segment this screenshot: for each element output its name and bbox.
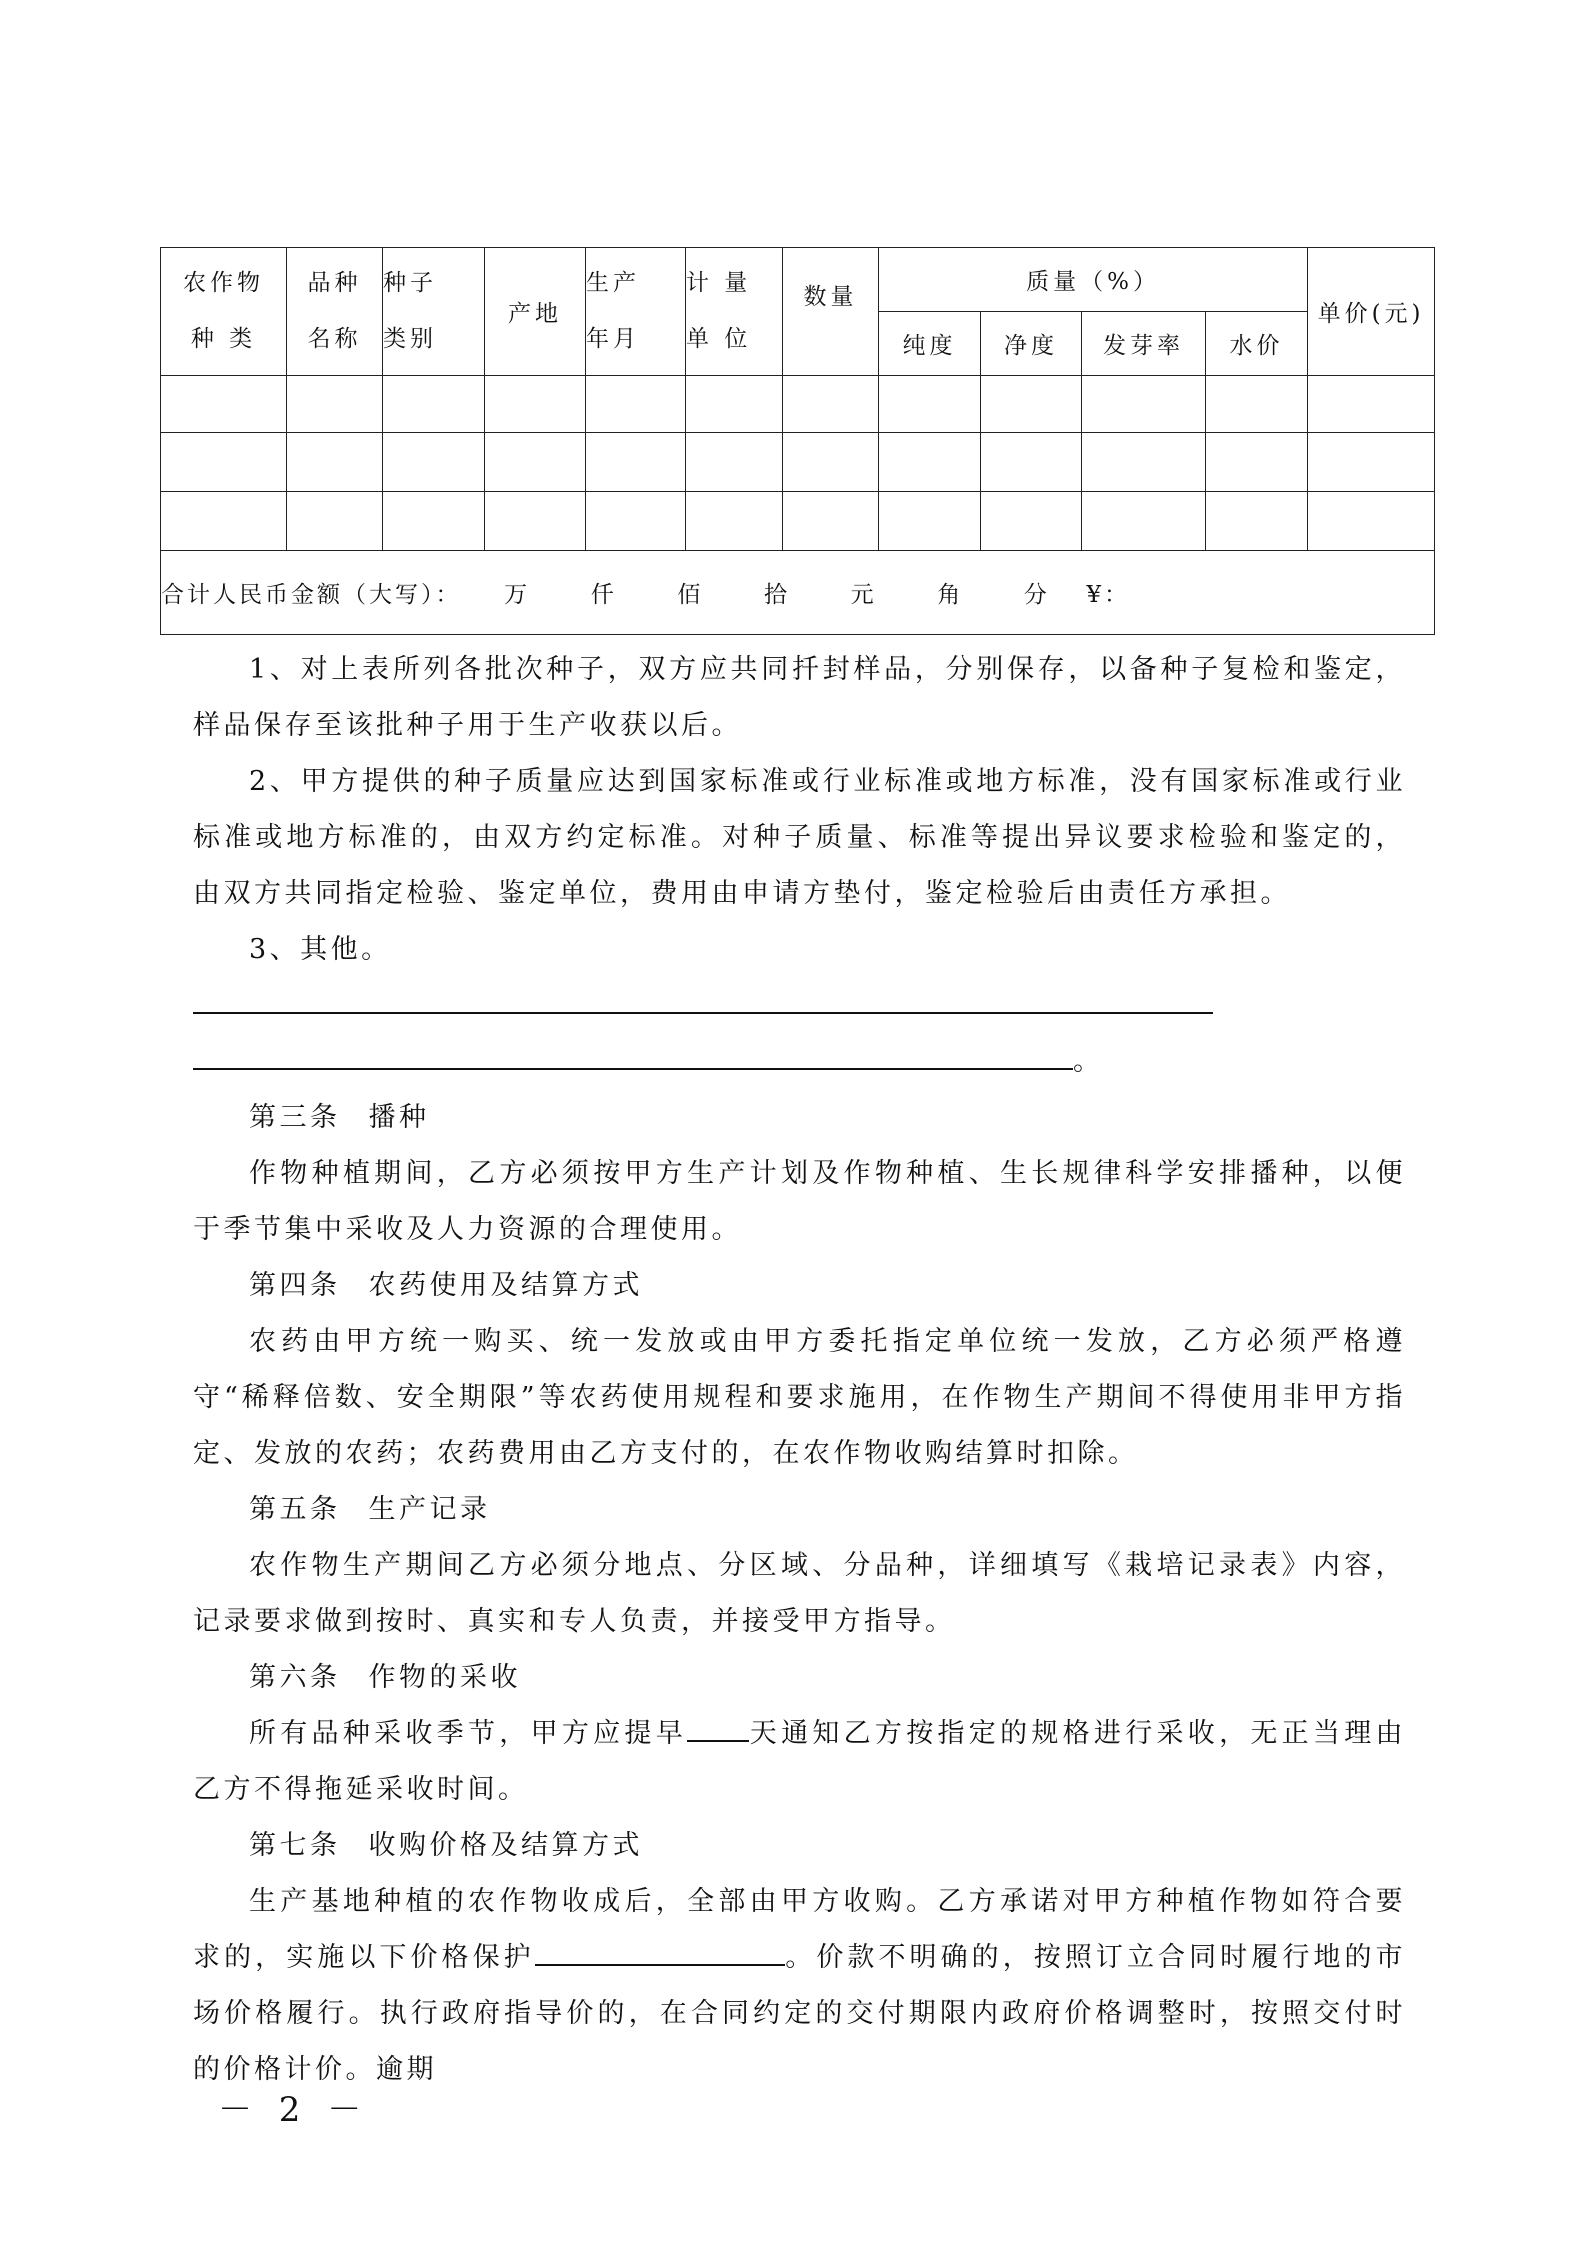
article-3-number: 第三条	[249, 1102, 341, 1133]
article-6-number: 第六条	[249, 1662, 341, 1693]
header-unit: 计 量 单 位	[686, 248, 783, 376]
table-row	[161, 433, 1435, 492]
article-4-heading	[193, 1258, 1406, 1314]
unit-jiao: 角	[937, 581, 964, 608]
header-moisture: 水价	[1206, 311, 1308, 375]
article-4-text: 农药由甲方统一购买、统一发放或由甲方委托指定单位统一发放，乙方必须严格遵守“稀释倍数、安全期限”等农药使用规程和要求施用，在作物生产期间不得使用非甲方指定、发放的农药；农药费用由乙方支付的，在农作物收购结算时扣除。	[193, 1326, 1406, 1469]
article-5-heading	[193, 1482, 1406, 1538]
unit-yen-sign: ¥：	[1086, 581, 1131, 608]
other-end-mark: 。	[1073, 1046, 1104, 1077]
unit-fen: 分	[1023, 581, 1050, 608]
unit-qian: 仟	[590, 581, 617, 608]
other-blank-line-2	[193, 1038, 1073, 1070]
article-5-number: 第五条	[249, 1494, 341, 1525]
unit-yuan: 元	[850, 581, 877, 608]
article-5-text: 农作物生产期间乙方必须分地点、分区域、分品种，详细填写《栽培记录表》内容，记录要求做到按时、真实和专人负责，并接受甲方指导。	[193, 1550, 1406, 1637]
header-purity: 纯度	[879, 311, 981, 375]
article-4-number: 第四条	[249, 1270, 341, 1301]
paragraph-2: 2、甲方提供的种子质量应达到国家标准或行业标准或地方标准，没有国家标准或行业标准或地方标准的，由双方约定标准。对种子质量、标准等提出异议要求检验和鉴定的，由双方共同指定检验、鉴定单位，费用由申请方垫付，鉴定检验后由责任方承担。	[193, 766, 1406, 909]
article-7-text: 生产基地种植的农作物收成后，全部由甲方收购。乙方承诺对甲方种植作物如符合要求的，实施以下价格保护 。价款不明确的，按照订立合同时履行地的市场价格履行。执行政府指导价的，在合同约定的交付期限内政府价格调整时，按照交付时的价格计价。逾期	[193, 1886, 1407, 2085]
paragraph-1: 1、对上表所列各批次种子，双方应共同扦封样品，分别保存，以备种子复检和鉴定，样品保存至该批种子用于生产收获以后。	[193, 654, 1406, 741]
contract-body	[193, 642, 1406, 2098]
unit-wan: 万	[504, 581, 531, 608]
paragraph-3	[193, 922, 1406, 1034]
header-crop-type: 农作物 种 类	[161, 248, 287, 376]
header-quantity: 数量	[783, 248, 879, 376]
header-germination: 发芽率	[1082, 311, 1206, 375]
table-row	[161, 492, 1435, 551]
other-label: 3、其他。	[249, 934, 392, 965]
other-blank-line-2-container	[193, 1034, 1406, 1090]
advance-days-blank	[687, 1710, 749, 1742]
header-variety: 品种 名称	[287, 248, 383, 376]
unit-shi: 拾	[764, 581, 790, 608]
unit-bai: 佰	[677, 581, 704, 608]
total-amount-row	[161, 550, 1435, 634]
header-origin: 产地	[485, 248, 586, 376]
total-label: 合计人民币金额（大写）：	[161, 581, 462, 608]
header-quality: 质量（%）	[879, 248, 1308, 312]
article-6-heading	[193, 1650, 1406, 1706]
page-number: － 2 －	[218, 2090, 370, 2130]
article-6-name: 作物的采收	[368, 1662, 521, 1693]
article-3-name: 播种	[368, 1102, 430, 1133]
article-3-text: 作物种植期间，乙方必须按甲方生产计划及作物种植、生长规律科学安排播种，以便于季节集中采收及人力资源的合理使用。	[193, 1158, 1406, 1245]
price-protection-blank	[535, 1934, 785, 1966]
header-seed-type: 种子 类别	[383, 248, 485, 376]
seed-table	[160, 247, 1435, 635]
table-row	[161, 375, 1435, 433]
header-unit-price: 单价(元)	[1308, 248, 1435, 376]
article-7-name: 收购价格及结算方式	[368, 1830, 643, 1861]
article-7-heading	[193, 1818, 1406, 1874]
article-3-heading	[193, 1090, 1406, 1146]
article-7-number: 第七条	[249, 1830, 341, 1861]
article-4-name: 农药使用及结算方式	[368, 1270, 643, 1301]
header-production-date: 生产 年月	[586, 248, 686, 376]
header-cleanliness: 净度	[981, 311, 1082, 375]
other-blank-line-1	[193, 982, 1213, 1014]
article-6-text: 所有品种采收季节，甲方应提早 天通知乙方按指定的规格进行采收，无正当理由乙方不得拖延采收时间。	[193, 1706, 1406, 1818]
article-5-name: 生产记录	[368, 1494, 491, 1525]
